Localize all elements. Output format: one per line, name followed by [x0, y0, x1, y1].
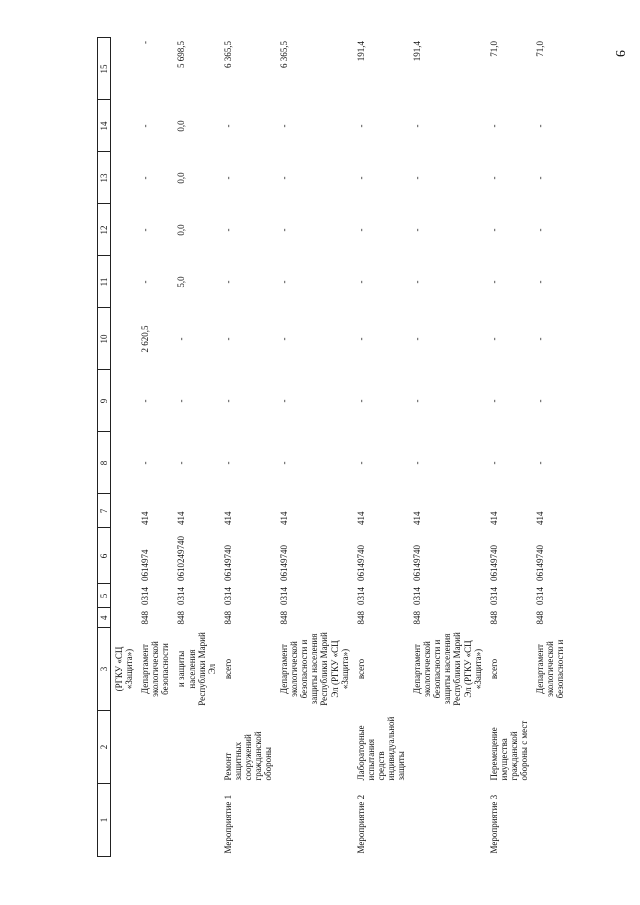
cell-col-1 [111, 784, 138, 857]
column-header: 13 [98, 152, 111, 204]
cell-col-8: - [222, 461, 233, 465]
cell-col-13 [111, 152, 138, 204]
table-row [409, 38, 486, 857]
table-row [276, 38, 353, 857]
cell-col-4 [111, 608, 138, 628]
cell-col-14: - [534, 124, 545, 128]
cell-col-12: - [412, 228, 423, 232]
cell-col-5: 0314 [279, 587, 290, 605]
cell-col-1: Мероприятие 1 [222, 794, 233, 854]
cell-col-12: - [534, 228, 545, 232]
cell-col-13: - [534, 176, 545, 180]
cell-col-15: 191,4 [355, 41, 366, 62]
column-header: 10 [98, 308, 111, 370]
column-header: 9 [98, 370, 111, 432]
cell-col-14: - [488, 124, 499, 128]
cell-col-2 [276, 711, 353, 784]
cell-col-6: 06149740 [279, 545, 290, 581]
cell-col-2: Лабораторные испытания средств индивидуальной защиты [355, 716, 407, 781]
cell-col-9: - [534, 399, 545, 403]
cell-col-13: - [355, 176, 366, 180]
cell-col-5: 0314 [140, 587, 151, 605]
cell-col-4: 848 [355, 611, 366, 625]
cell-col-11: - [279, 280, 290, 284]
cell-col-13: 0,0 [176, 172, 187, 184]
column-header: 6 [98, 528, 111, 584]
cell-col-13: - [140, 176, 151, 180]
column-header: 2 [98, 711, 111, 784]
cell-col-3: всего [488, 658, 499, 680]
cell-col-4: 848 [176, 611, 187, 625]
cell-col-11: 5,0 [176, 276, 187, 288]
cell-col-7: 414 [355, 511, 366, 525]
cell-col-15: 71,0 [488, 41, 499, 57]
cell-col-5: 0314 [534, 587, 545, 605]
cell-col-12: 0,0 [176, 224, 187, 236]
cell-col-13: - [412, 176, 423, 180]
cell-col-10 [111, 308, 138, 370]
cell-col-3: Департамент экологической безопасности и защиты населения Республики Марий Эл (РГКУ «СЦ «Защита») [412, 632, 483, 706]
cell-col-2: Ремонт защитных сооружений гражданской обороны [222, 731, 274, 781]
cell-col-14: - [412, 124, 423, 128]
cell-col-8: - [279, 461, 290, 465]
column-header: 11 [98, 256, 111, 308]
cell-col-8 [111, 432, 138, 494]
cell-col-9: - [355, 399, 366, 403]
cell-col-8: - [534, 461, 545, 465]
table-row [111, 38, 138, 857]
cell-col-4: 848 [412, 611, 423, 625]
cell-col-1 [173, 784, 219, 857]
cell-col-13: - [488, 176, 499, 180]
cell-col-12: - [279, 228, 290, 232]
column-header: 8 [98, 432, 111, 494]
cell-col-8: - [140, 461, 151, 465]
cell-col-15: 191,4 [412, 41, 423, 62]
cell-col-2 [111, 711, 138, 784]
cell-col-15 [111, 38, 138, 100]
cell-col-10: - [534, 337, 545, 341]
cell-col-1 [137, 784, 173, 857]
cell-col-10: - [176, 337, 187, 341]
table-row [220, 38, 276, 857]
cell-col-3: Департамент экологической безопасности и защиты населения Республики Марий Эл (РГКУ «СЦ «Защита») [279, 632, 350, 706]
cell-col-9: - [412, 399, 423, 403]
cell-col-15: 6 365,5 [279, 41, 290, 68]
cell-col-9: - [140, 399, 151, 403]
table-row [173, 38, 219, 857]
cell-col-7: 414 [176, 511, 187, 525]
cell-col-9: - [279, 399, 290, 403]
cell-col-4: 848 [222, 611, 233, 625]
cell-col-12: - [355, 228, 366, 232]
cell-col-6: 06149740 [534, 545, 545, 581]
cell-col-6: 06149740 [355, 545, 366, 581]
column-header: 1 [98, 784, 111, 857]
cell-col-15: 5 698,5 [176, 41, 187, 68]
cell-col-1: Мероприятие 3 [488, 794, 499, 854]
cell-col-11: - [140, 280, 151, 284]
cell-col-6 [111, 528, 138, 584]
table-header-row [98, 38, 111, 857]
cell-col-11 [111, 256, 138, 308]
column-header: 15 [98, 38, 111, 100]
cell-col-10: - [488, 337, 499, 341]
cell-col-2 [173, 711, 219, 784]
cell-col-7: 414 [279, 511, 290, 525]
cell-col-2: Перемещение имущества гражданской обороны с мест [488, 720, 529, 781]
cell-col-10: - [412, 337, 423, 341]
cell-col-4: 848 [140, 611, 151, 625]
cell-col-3: и защиты населения Республики Марий Эл [176, 632, 217, 706]
cell-col-12: - [488, 228, 499, 232]
column-header: 14 [98, 100, 111, 152]
cell-col-7 [111, 494, 138, 528]
cell-col-7: 414 [488, 511, 499, 525]
cell-col-13: - [279, 176, 290, 180]
cell-col-8: - [412, 461, 423, 465]
cell-col-13: - [222, 176, 233, 180]
column-header: 3 [98, 628, 111, 711]
cell-col-6: 06149740 [222, 545, 233, 581]
cell-col-3: (РГКУ «СЦ «Защита») [114, 646, 135, 692]
cell-col-14: - [222, 124, 233, 128]
cell-col-5 [111, 584, 138, 608]
cell-col-7: 414 [140, 511, 151, 525]
cell-col-11: - [222, 280, 233, 284]
cell-col-12: - [140, 228, 151, 232]
cell-col-14: - [355, 124, 366, 128]
cell-col-5: 0314 [222, 587, 233, 605]
cell-col-5: 0314 [412, 587, 423, 605]
cell-col-5: 0314 [488, 587, 499, 605]
cell-col-9 [111, 370, 138, 432]
cell-col-6: 06149740 [488, 545, 499, 581]
cell-col-1 [276, 784, 353, 857]
cell-col-14: - [140, 124, 151, 128]
cell-col-14: 0,0 [176, 120, 187, 132]
column-header: 7 [98, 494, 111, 528]
cell-col-1: Мероприятие 2 [355, 794, 366, 854]
cell-col-2 [409, 711, 486, 784]
page-number: 9 [612, 50, 627, 57]
column-header: 5 [98, 584, 111, 608]
table-row [353, 38, 409, 857]
table-row [486, 38, 532, 857]
cell-col-14 [111, 100, 138, 152]
cell-col-15: - [140, 41, 151, 44]
cell-col-11: - [488, 280, 499, 284]
cell-col-6: 0614974 [140, 549, 151, 581]
cell-col-9: - [222, 399, 233, 403]
cell-col-8: - [355, 461, 366, 465]
cell-col-9: - [488, 399, 499, 403]
cell-col-3: всего [355, 658, 366, 680]
cell-col-1 [532, 784, 568, 857]
cell-col-10: - [222, 337, 233, 341]
cell-col-3: Департамент экологической безопасности и [534, 639, 566, 699]
table-row [532, 38, 568, 857]
cell-col-8: - [488, 461, 499, 465]
cell-col-7: 414 [222, 511, 233, 525]
cell-col-1 [409, 784, 486, 857]
cell-col-12: - [222, 228, 233, 232]
cell-col-15: 71,0 [534, 41, 545, 57]
cell-col-15: 6 365,5 [222, 41, 233, 68]
cell-col-4: 848 [488, 611, 499, 625]
cell-col-11: - [355, 280, 366, 284]
cell-col-3: всего [222, 658, 233, 680]
column-header: 4 [98, 608, 111, 628]
column-header: 12 [98, 204, 111, 256]
budget-table [97, 38, 568, 858]
table-row [137, 38, 173, 857]
cell-col-5: 0314 [355, 587, 366, 605]
cell-col-12 [111, 204, 138, 256]
cell-col-5: 0314 [176, 587, 187, 605]
cell-col-6: 06149740 [412, 545, 423, 581]
cell-col-6: 0610249740 [176, 536, 187, 581]
cell-col-4: 848 [534, 611, 545, 625]
cell-col-14: - [279, 124, 290, 128]
cell-col-10: - [279, 337, 290, 341]
cell-col-10: - [355, 337, 366, 341]
cell-col-7: 414 [534, 511, 545, 525]
cell-col-7: 414 [412, 511, 423, 525]
cell-col-8: - [176, 461, 187, 465]
cell-col-3: Департамент экологической безопасности [140, 641, 171, 697]
cell-col-2 [532, 711, 568, 784]
cell-col-11: - [412, 280, 423, 284]
cell-col-10: 2 620,5 [140, 325, 151, 353]
cell-col-9: - [176, 399, 187, 403]
cell-col-11: - [534, 280, 545, 284]
cell-col-2 [137, 711, 173, 784]
cell-col-4: 848 [279, 611, 290, 625]
